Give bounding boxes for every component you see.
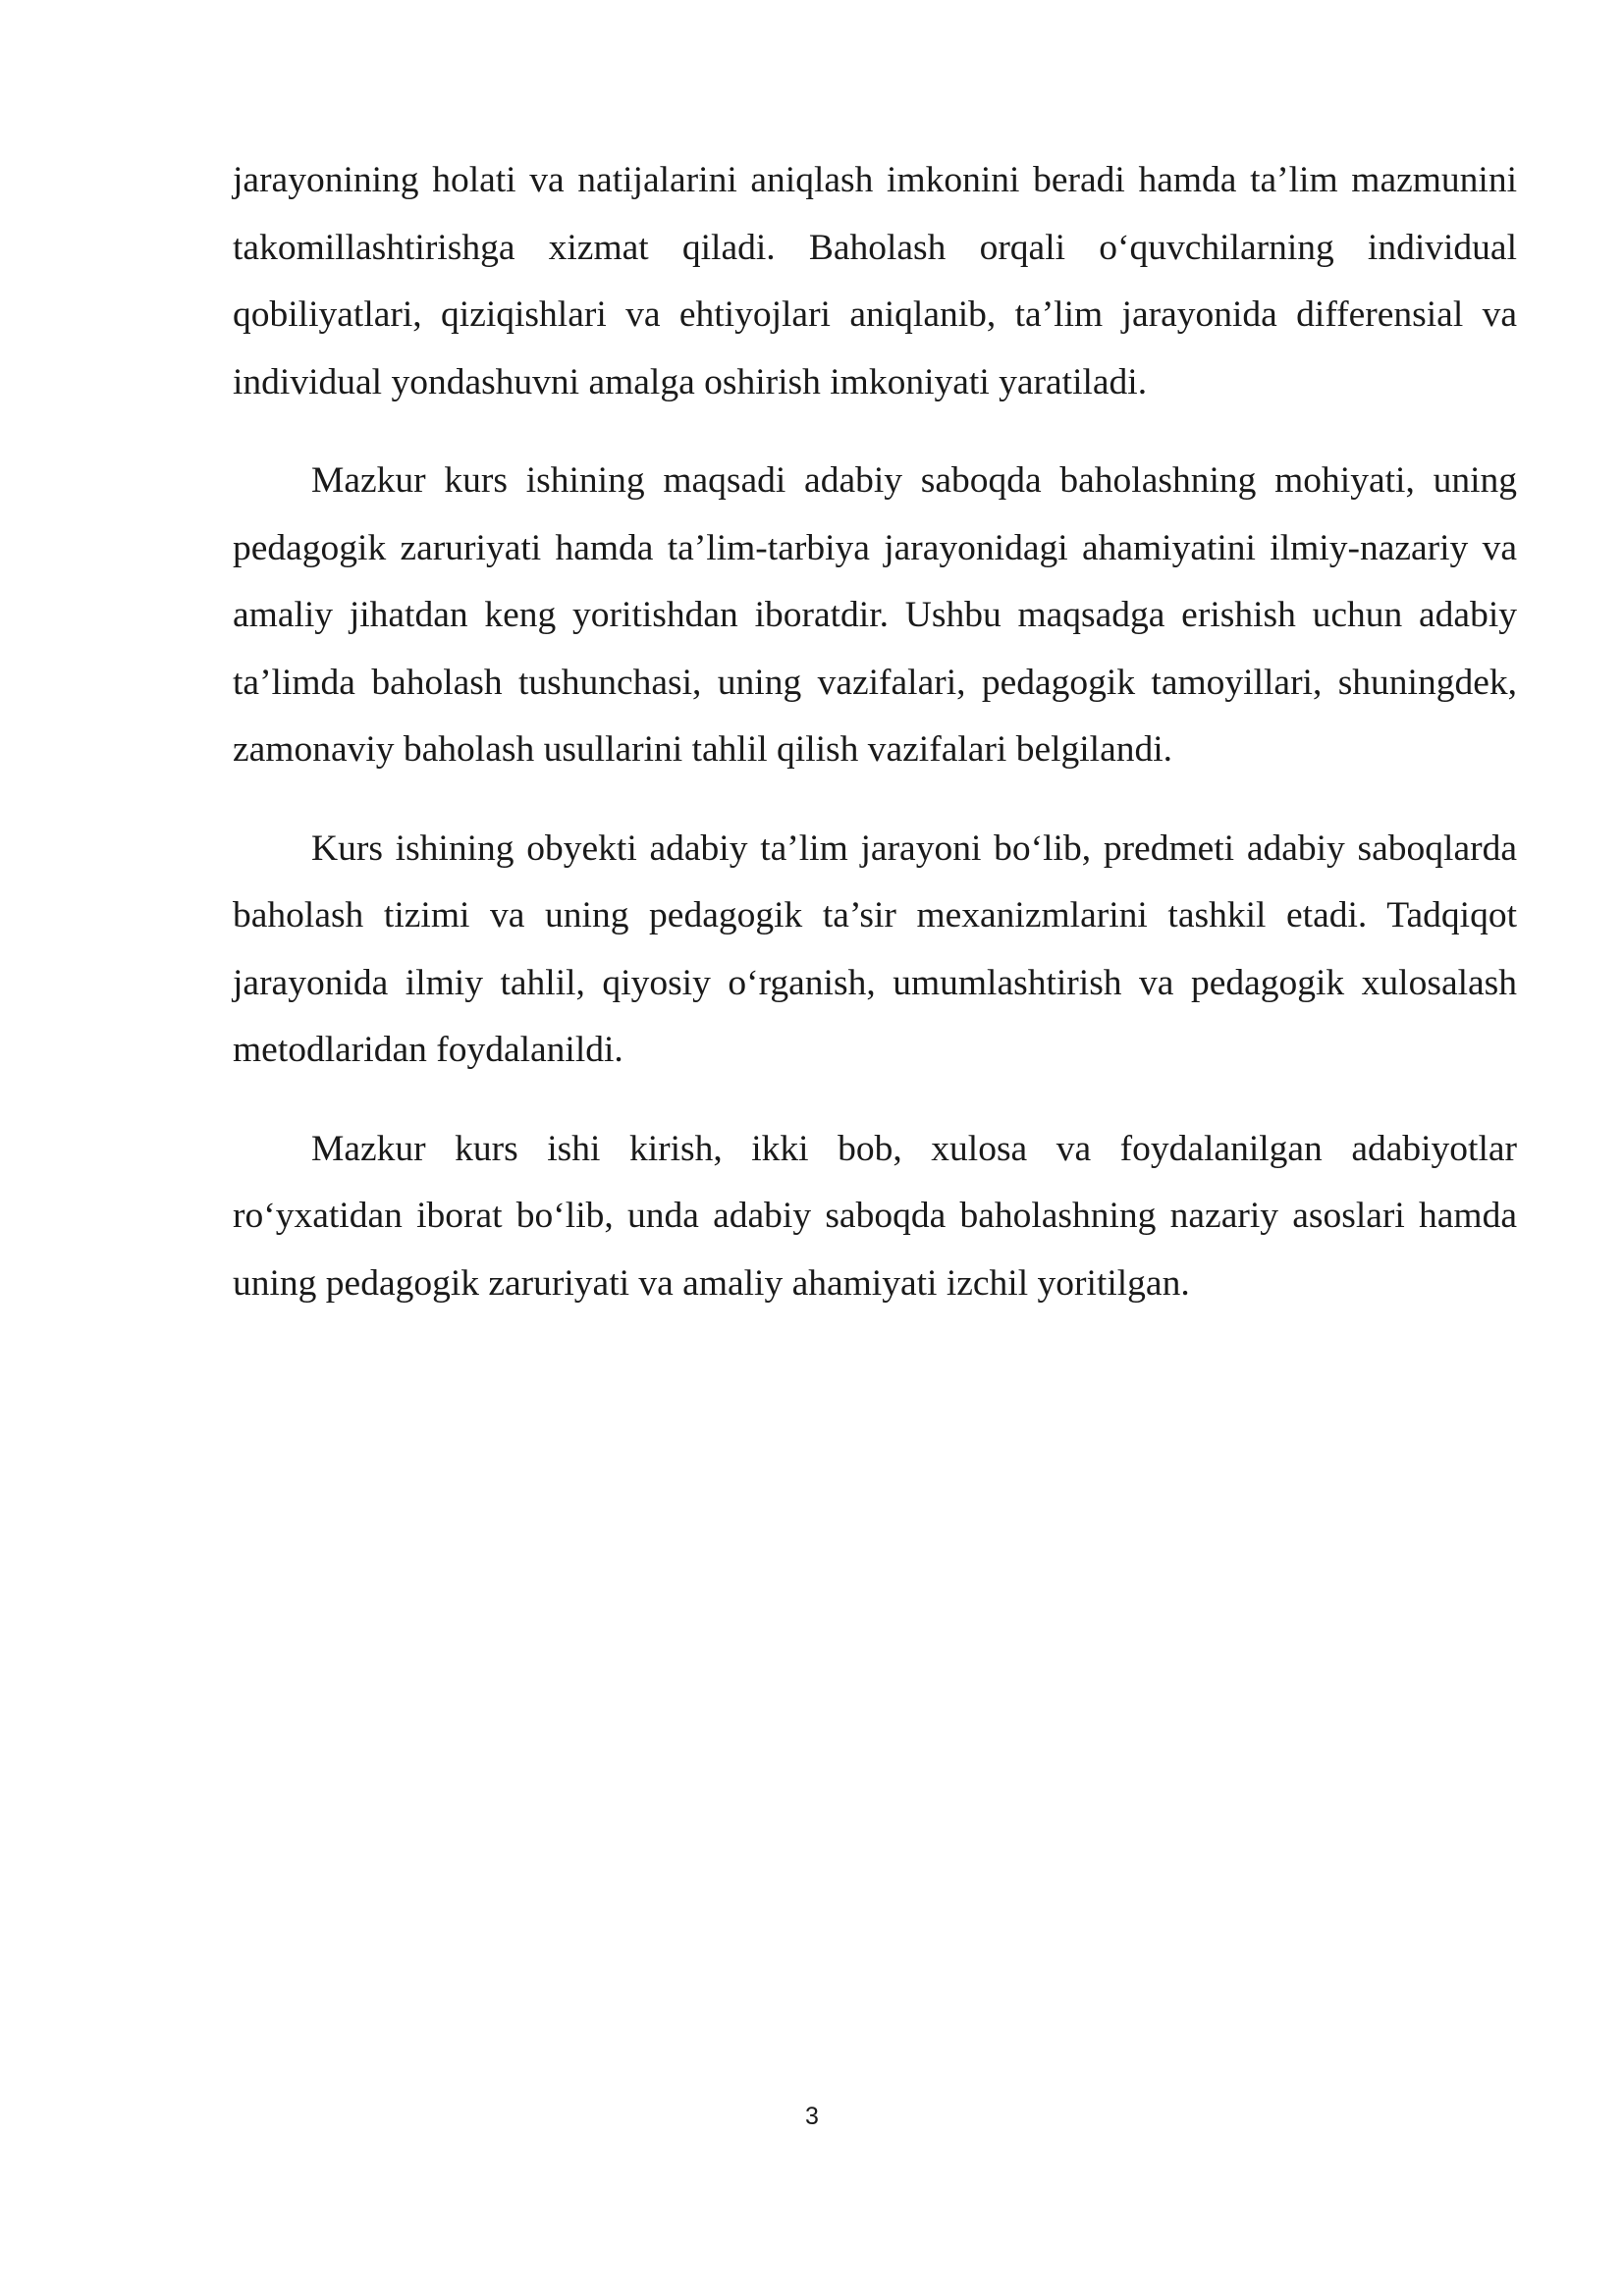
paragraph-purpose: Mazkur kurs ishining maqsadi adabiy saboqda baholashning mohiyati, uning pedagogik zaruriyati hamda ta’lim-tarbiya jarayonidagi ahamiyatini ilmiy-nazariy va amaliy jihatdan keng yoritishdan iboratdir. Ushbu maqsadga erishish uchun adabiy ta’limda baholash tushunchasi, uning vazifalari, pedagogik tamoyillari, shuningdek, zamonaviy baholash usullarini tahlil qilish vazifalari belgilandi. — [233, 460, 1517, 770]
paragraph-structure: Mazkur kurs ishi kirish, ikki bob, xulosa va foydalanilgan adabiyotlar ro‘yxatidan iborat bo‘lib, unda adabiy saboqda baholashning nazariy asoslari hamda uning pedagogik zaruriyati va amaliy ahamiyati izchil yoritilgan. — [233, 1128, 1517, 1304]
body-text — [233, 147, 1517, 1349]
paragraph-continuation: jarayonining holati va natijalarini aniqlash imkonini beradi hamda ta’lim mazmunini takomillashtirishga xizmat qiladi. Baholash orqali o‘quvchilarning individual qobiliyatlari, qiziqishlari va ehtiyojlari aniqlanib, ta’lim jarayonida differensial va individual yondashuvni amalga oshirish imkoniyati yaratiladi. — [233, 160, 1517, 402]
page-number: 3 — [805, 2103, 819, 2130]
paragraph-object-subject: Kurs ishining obyekti adabiy ta’lim jarayoni bo‘lib, predmeti adabiy saboqlarda baholash tizimi va uning pedagogik ta’sir mexanizmlarini tashkil etadi. Tadqiqot jarayonida ilmiy tahlil, qiyosiy o‘rganish, umumlashtirish va pedagogik xulosalash metodlaridan foydalanildi. — [233, 828, 1517, 1070]
